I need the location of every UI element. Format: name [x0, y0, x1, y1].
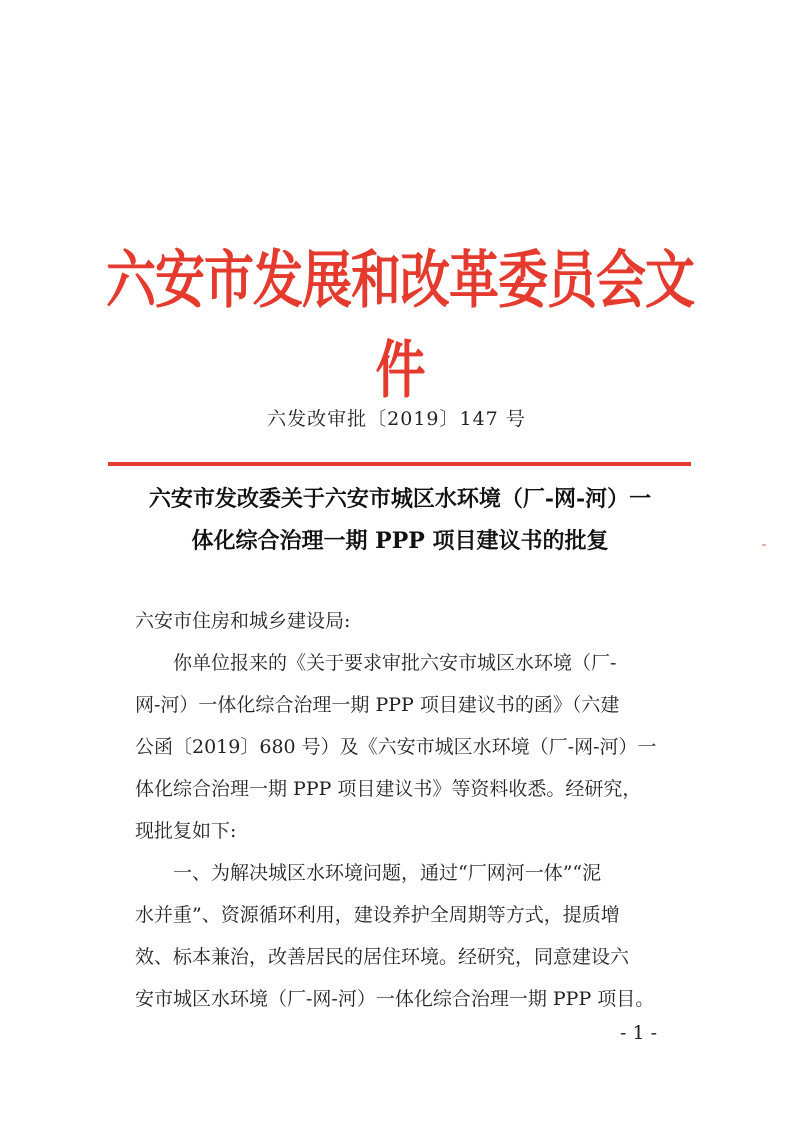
- addressee: 六安市住房和城乡建设局:: [135, 610, 351, 632]
- document-title-line-1: 六安市发改委关于六安市城区水环境（厂-网-河）一: [148, 486, 652, 512]
- body-paragraph-1-line-1: 你单位报来的《关于要求审批六安市城区水环境（厂-: [173, 652, 617, 674]
- document-number: 六发改审批〔2019〕147 号: [267, 408, 526, 430]
- agency-banner-title: 六安市发展和改革委员会文件: [106, 242, 694, 407]
- body-paragraph-2-line-1: 一、为解决城区水环境问题，通过“厂网河一体”“泥: [173, 862, 602, 884]
- red-divider-rule: [108, 462, 691, 466]
- scan-speck: [762, 544, 766, 546]
- page-number: - 1 -: [620, 1022, 658, 1044]
- body-paragraph-1-line-2: 网-河）一体化综合治理一期 PPP 项目建议书的函》（六建: [135, 694, 620, 716]
- document-title-line-2: 体化综合治理一期 PPP 项目建议书的批复: [191, 528, 609, 554]
- body-paragraph-1-line-4: 体化综合治理一期 PPP 项目建议书》等资料收悉。经研究，: [135, 778, 642, 800]
- body-paragraph-2-line-4: 安市城区水环境（厂-网-河）一体化综合治理一期 PPP 项目。: [135, 988, 655, 1010]
- body-paragraph-1-line-5: 现批复如下:: [135, 820, 237, 842]
- body-paragraph-2-line-2: 水并重”、资源循环利用，建设养护全周期等方式，提质增: [135, 904, 620, 926]
- body-paragraph-1-line-3: 公函〔2019〕680 号）及《六安市城区水环境（厂-网-河）一: [135, 736, 657, 758]
- body-paragraph-2-line-3: 效、标本兼治，改善居民的居住环境。经研究，同意建设六: [135, 946, 630, 968]
